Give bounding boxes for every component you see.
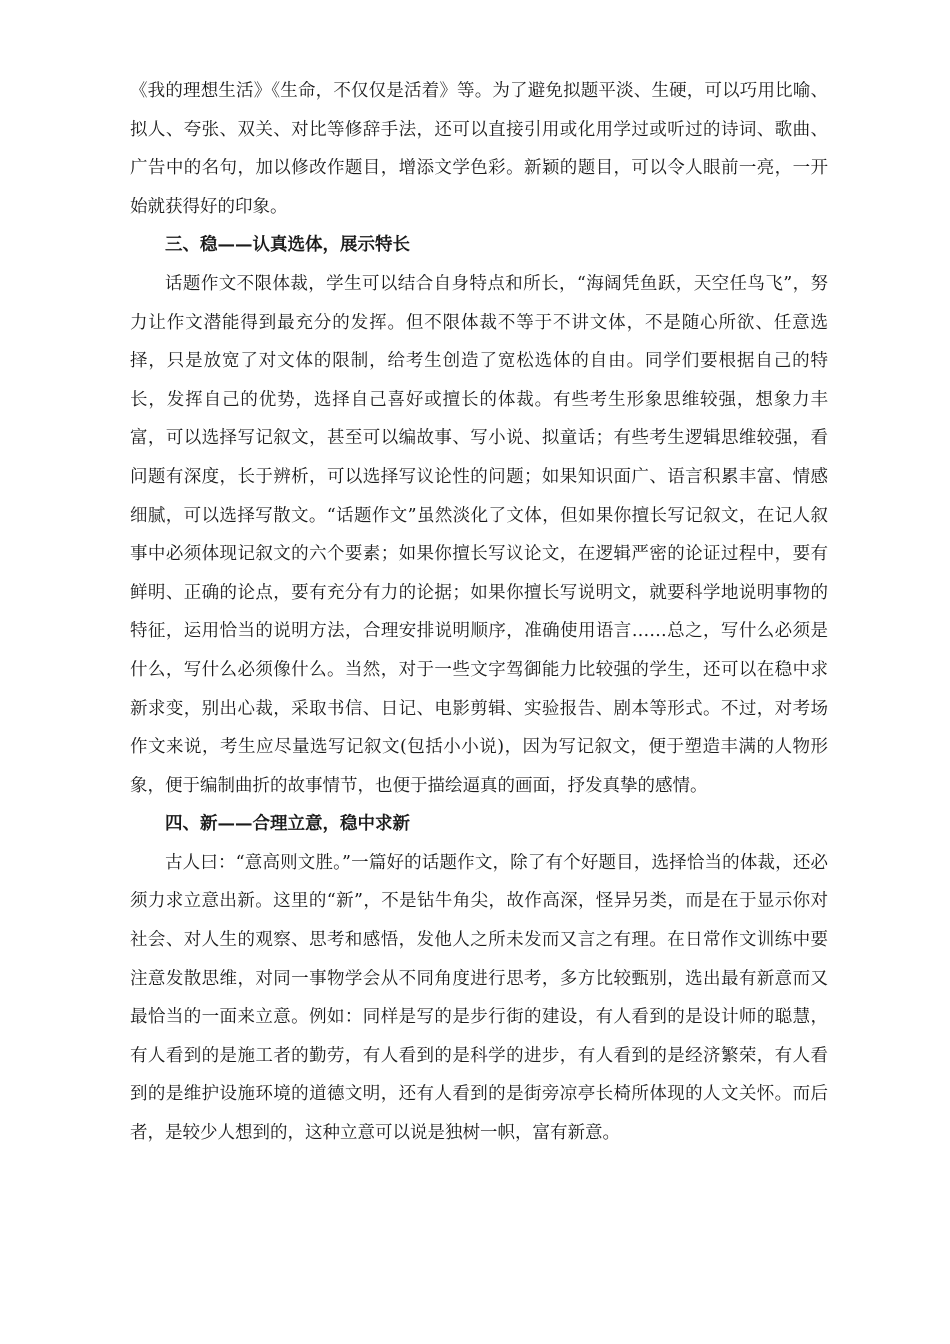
document-page	[130, 72, 828, 1153]
section-heading-4: 四、新——合理立意，稳中求新	[165, 814, 410, 835]
section-heading-3: 三、稳——认真选体，展示特长	[165, 235, 410, 256]
paragraph-section-3: 话题作文不限体裁，学生可以结合自身特点和所长，“海阔凭鱼跃，天空任鸟飞”，努力让作文潜能得到最充分的发挥。但不限体裁不等于不讲文体，不是随心所欲、任意选择，只是放宽了对文体的限制，给考生创造了宽松选体的自由。同学们要根据自己的特长，发挥自己的优势，选择自己喜好或擅长的体裁。有些考生形象思维较强，想象力丰富，可以选择写记叙文，甚至可以编故事、写小说、拟童话；有些考生逻辑思维较强，看问题有深度，长于辨析，可以选择写议论性的问题；如果知识面广、语言积累丰富、情感细腻，可以选择写散文。“话题作文”虽然淡化了文体，但如果你擅长写记叙文，在记人叙事中必须体现记叙文的六个要素；如果你擅长写议论文，在逻辑严密的论证过程中，要有鲜明、正确的论点，要有充分有力的论据；如果你擅长写说明文，就要科学地说明事物的特征，运用恰当的说明方法，合理安排说明顺序，准确使用语言……总之，写什么必须是什么，写什么必须像什么。当然，对于一些文字驾御能力比较强的学生，还可以在稳中求新求变，别出心裁，采取书信、日记、电影剪辑、实验报告、剧本等形式。不过，对考场作文来说，考生应尽量选写记叙文(包括小小说)，因为写记叙文，便于塑造丰满的人物形象，便于编制曲折的故事情节，也便于描绘逼真的画面，抒发真挚的感情。	[130, 273, 828, 796]
paragraph-section-4: 古人曰：“意高则文胜。”一篇好的话题作文，除了有个好题目，选择恰当的体裁，还必须力求立意出新。这里的“新”，不是钻牛角尖，故作高深，怪异另类，而是在于显示你对社会、对人生的观察、思考和感悟，发他人之所未发而又言之有理。在日常作文训练中要注意发散思维，对同一事物学会从不同角度进行思考，多方比较甄别，选出最有新意而又最恰当的一面来立意。例如：同样是写的是步行街的建设，有人看到的是设计师的聪慧，有人看到的是施工者的勤劳，有人看到的是科学的进步，有人看到的是经济繁荣，有人看到的是维护设施环境的道德文明，还有人看到的是街旁凉亭长椅所体现的人文关怀。而后者，是较少人想到的，这种立意可以说是独树一帜，富有新意。	[130, 852, 828, 1144]
paragraph-intro-tail: 《我的理想生活》《生命，不仅仅是活着》等。为了避免拟题平淡、生硬，可以巧用比喻、拟人、夸张、双关、对比等修辞手法，还可以直接引用或化用学过或听过的诗词、歌曲、广告中的名句，加以修改作题目，增添文学色彩。新颖的题目，可以令人眼前一亮，一开始就获得好的印象。	[130, 81, 828, 217]
